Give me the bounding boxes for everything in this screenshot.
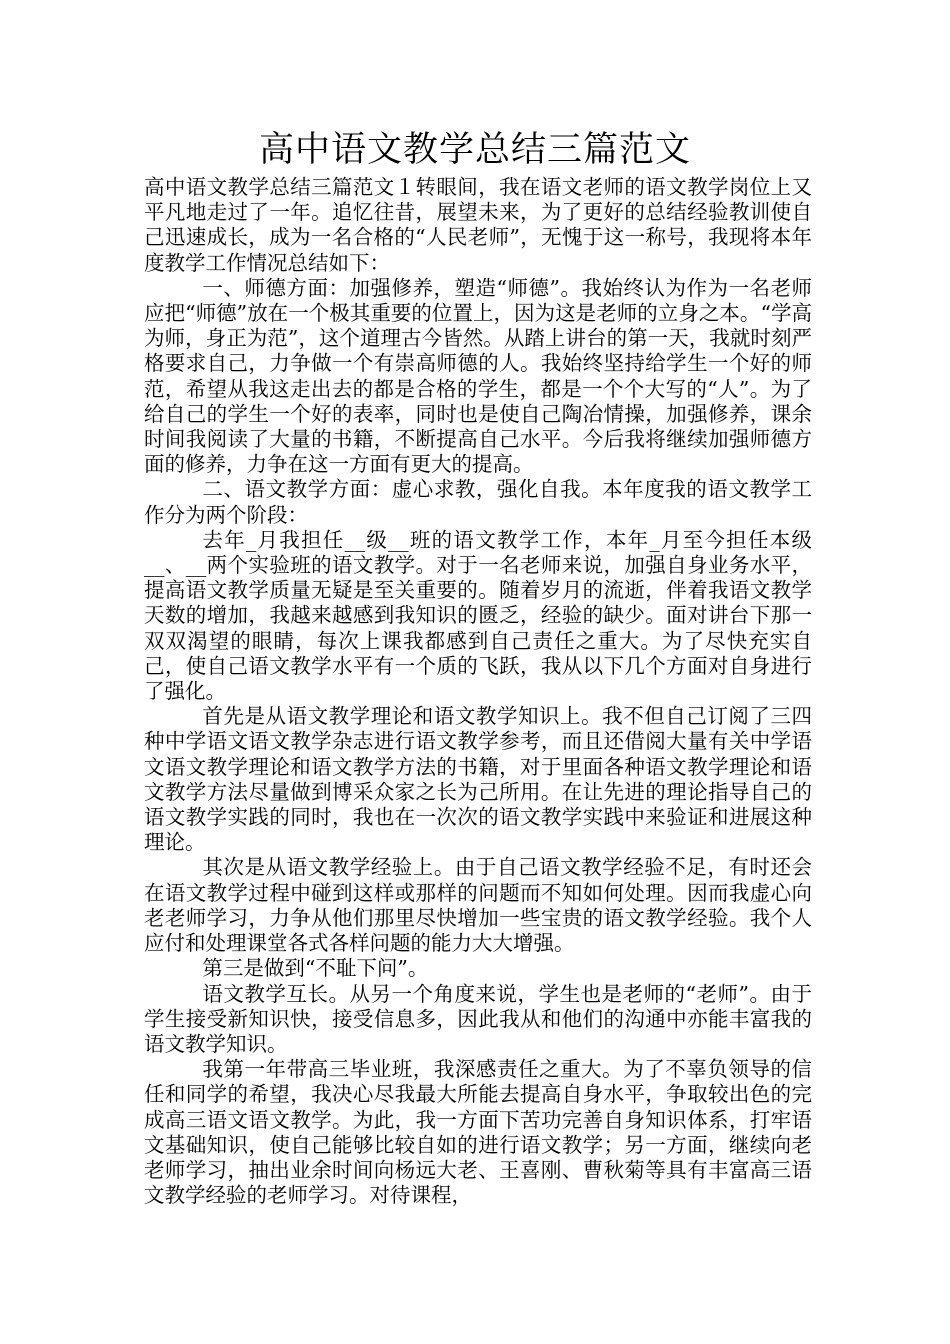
paragraph-mutual-growth: 语文教学互长。从另一个角度来说，学生也是老师的“老师”。由于学生接受新知识快，接受信息多，因此我从和他们的沟通中亦能丰富我的语文教学知识。 [144,981,812,1056]
paragraph-third-ask: 第三是做到“不耻下问”。 [202,956,429,981]
document-title: 高中语文教学总结三篇范文 [258,130,691,170]
paragraph-teacher-ethics: 一、师德方面：加强修养，塑造“师德”。我始终认为作为一名老师应把“师德”放在一个极其重要的位置上，因为这是老师的立身之本。“学高为师，身正为范”，这个道理古今皆然。从踏上讲台的第一天，我就时刻严格要求自己，力争做一个有崇高师德的人。我始终坚持给学生一个好的师范，希望从我这走出去的都是合格的学生，都是一个个大写的“人”。为了给自己的学生一个好的表率，同时也是使自己陶冶情操，加强修养，课余时间我阅读了大量的书籍，不断提高自己水平。今后我将继续加强师德方面的修养，力争在这一方面有更大的提高。 [144,275,812,477]
paragraph-last-year: 去年_月我担任__级__班的语文教学工作，本年_月至今担任本级__、__两个实验班的语文教学。对于一名老师来说，加强自身业务水平，提高语文教学质量无疑是至关重要的。随着岁月的流逝，伴着我语文教学天数的增加，我越来越感到我知识的匮乏，经验的缺少。面对讲台下那一双双渴望的眼睛，每次上课我都感到自己责任之重大。为了尽快充实自己，使自己语文教学水平有一个质的飞跃，我从以下几个方面对自身进行了强化。 [144,527,812,704]
document-body [144,175,812,1208]
paragraph-teaching-aspects: 二、语文教学方面：虚心求教，强化自我。本年度我的语文教学工作分为两个阶段： [144,477,812,527]
paragraph-intro: 高中语文教学总结三篇范文１转眼间，我在语文老师的语文教学岗位上又平凡地走过了一年。追忆往昔，展望未来，为了更好的总结经验教训使自己迅速成长，成为一名合格的“人民老师”，无愧于这一称号，我现将本年度教学工作情况总结如下： [144,175,812,275]
paragraph-second-experience: 其次是从语文教学经验上。由于自己语文教学经验不足，有时还会在语文教学过程中碰到这样或那样的问题而不知如何处理。因而我虚心向老老师学习，力争从他们那里尽快增加一些宝贵的语文教学经验。我个人应付和处理课堂各式各样问题的能力大大增强。 [144,855,812,956]
paragraph-senior-class: 我第一年带高三毕业班，我深感责任之重大。为了不辜负领导的信任和同学的希望，我决心尽我最大所能去提高自身水平，争取较出色的完成高三语文语文教学。为此，我一方面下苦功完善自身知识体系，打牢语文基础知识，使自己能够比较自如的进行语文教学；另一方面，继续向老老师学习，抽出业余时间向杨远大老、王喜刚、曹秋菊等具有丰富高三语文教学经验的老师学习。对待课程， [144,1057,812,1208]
paragraph-first-theory: 首先是从语文教学理论和语文教学知识上。我不但自己订阅了三四种中学语文语文教学杂志进行语文教学参考，而且还借阅大量有关中学语文语文教学理论和语文教学方法的书籍，对于里面各种语文教学理论和语文教学方法尽量做到博采众家之长为己所用。在让先进的理论指导自己的语文教学实践的同时，我也在一次次的语文教学实践中来验证和进展这种理论。 [144,704,812,855]
